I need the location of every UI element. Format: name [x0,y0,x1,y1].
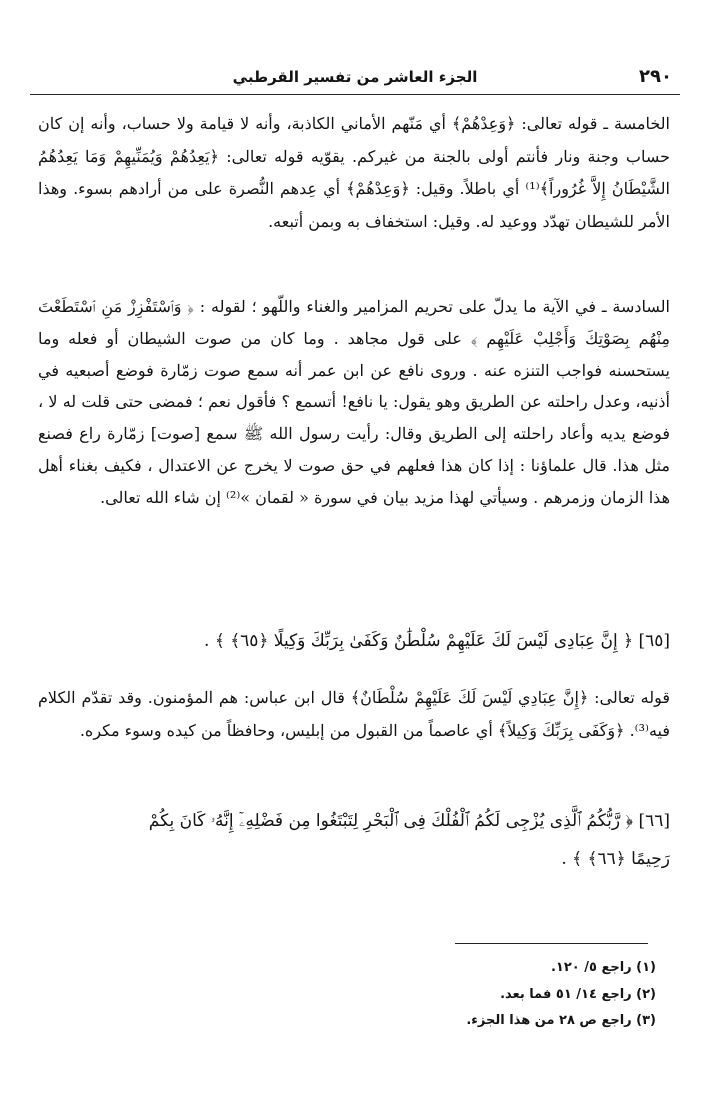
verse-66-line-1: [٦٦] ﴿ رَّبُّكُمُ ٱلَّذِى يُزْجِى لَكُمُ ٱلْفُلْكَ فِى ٱلْبَحْرِ لِتَبْتَغُوا مِن فَضْلِهِۦٓ إِنَّهُۥ كَانَ بِكُمْ [148,811,670,831]
verse-66-line-2: رَحِيمًا ﴿٦٦﴾ ﴾ . [561,849,670,869]
page-number: ٢٩٠ [639,66,672,87]
paragraph-commentary-65: قوله تعالى: ﴿إِنَّ عِبَادِي لَيْسَ لَكَ عَلَيْهِمْ سُلْطَانٌ﴾ قال ابن عباس: هم المؤمنون. وقد تقدّم الكلام فيه⁽³⁾. ﴿وَكَفَى بِرَبِّكَ وَكِيلاً﴾ أي عاصماً من القبول من إبليس، وحافظاً من كيده وسوء مكره. [38,688,671,740]
footnote-3: (٣) راجع ص ٢٨ من هذا الجزء. [466,1013,656,1028]
book-title: الجزء العاشر من تفسير القرطبي [232,68,478,86]
verse-65: [٦٥] ﴿ إِنَّ عِبَادِى لَيْسَ لَكَ عَلَيْهِمْ سُلْطَٰنٌ وَكَفَىٰ بِرَبِّكَ وَكِيلًا ﴿٦٥﴾ ﴾ . [204,631,670,651]
running-header [30,62,680,95]
footnote-2: (٢) راجع ١٤/ ٥١ فما بعد. [500,987,656,1002]
footnote-divider [455,943,648,944]
paragraph-sixth: السادسة ـ في الآية ما يدلّ على تحريم المزامير والغناء واللّهو ؛ لقوله : ﴿ وَٱسْتَفْزِزْ مَنِ ٱسْتَطَعْتَ مِنْهُم بِصَوْتِكَ وَأَجْلِبْ عَلَيْهِم ﴾ على قول مجاهد . وما كان من صوت الشيطان أو فعله وما يستحسنه فواجب التنزه عنه . وروى نافع عن ابن عمر أنه سمع صوت زمّارة فوضع أصبعيه في أذنيه، وعدل راحلته عن الطريق وهو يقول: يا نافع! أتسمع ؟ فأقول نعم ؛ فمضى حتى قلت له لا ، فوضع يديه وأعاد راحلته إلى الطريق وقال: رأيت رسول الله ﷺ سمع [صوت] زمّارة راع فصنع مثل هذا. قال علماؤنا : إذا كان هذا فعلهم في حق صوت لا يخرج عن الاعتدال ، فكيف بغناء أهل هذا الزمان وزمرهم . وسيأتي لهذا مزيد بيان في سورة « لقمان »⁽²⁾ إن شاء الله تعالى. [38,297,671,507]
footnote-1: (١) راجع ٥/ ١٢٠. [550,960,656,975]
paragraph-fifth: الخامسة ـ قوله تعالى: ﴿وَعِدْهُمْ﴾ أي مَنّهم الأماني الكاذبة، وأنه لا قيامة ولا حساب، وأنه إن كان حساب وجنة ونار فأنتم أولى بالجنة من غيركم. يقوّيه قوله تعالى: ﴿يَعِدُهُمْ وَيُمَنِّيهِمْ وَمَا يَعِدُهُمُ الشَّيْطَانُ إِلاَّ غُرُوراً﴾⁽¹⁾ أي باطلاً. وقيل: ﴿وَعِدْهُمْ﴾ أي عِدهم النُّصرة على من أرادهم بسوء. وهذا الأمر للشيطان تهدّد ووعيد له. وقيل: استخفاف به وبمن أتبعه. [38,114,671,231]
